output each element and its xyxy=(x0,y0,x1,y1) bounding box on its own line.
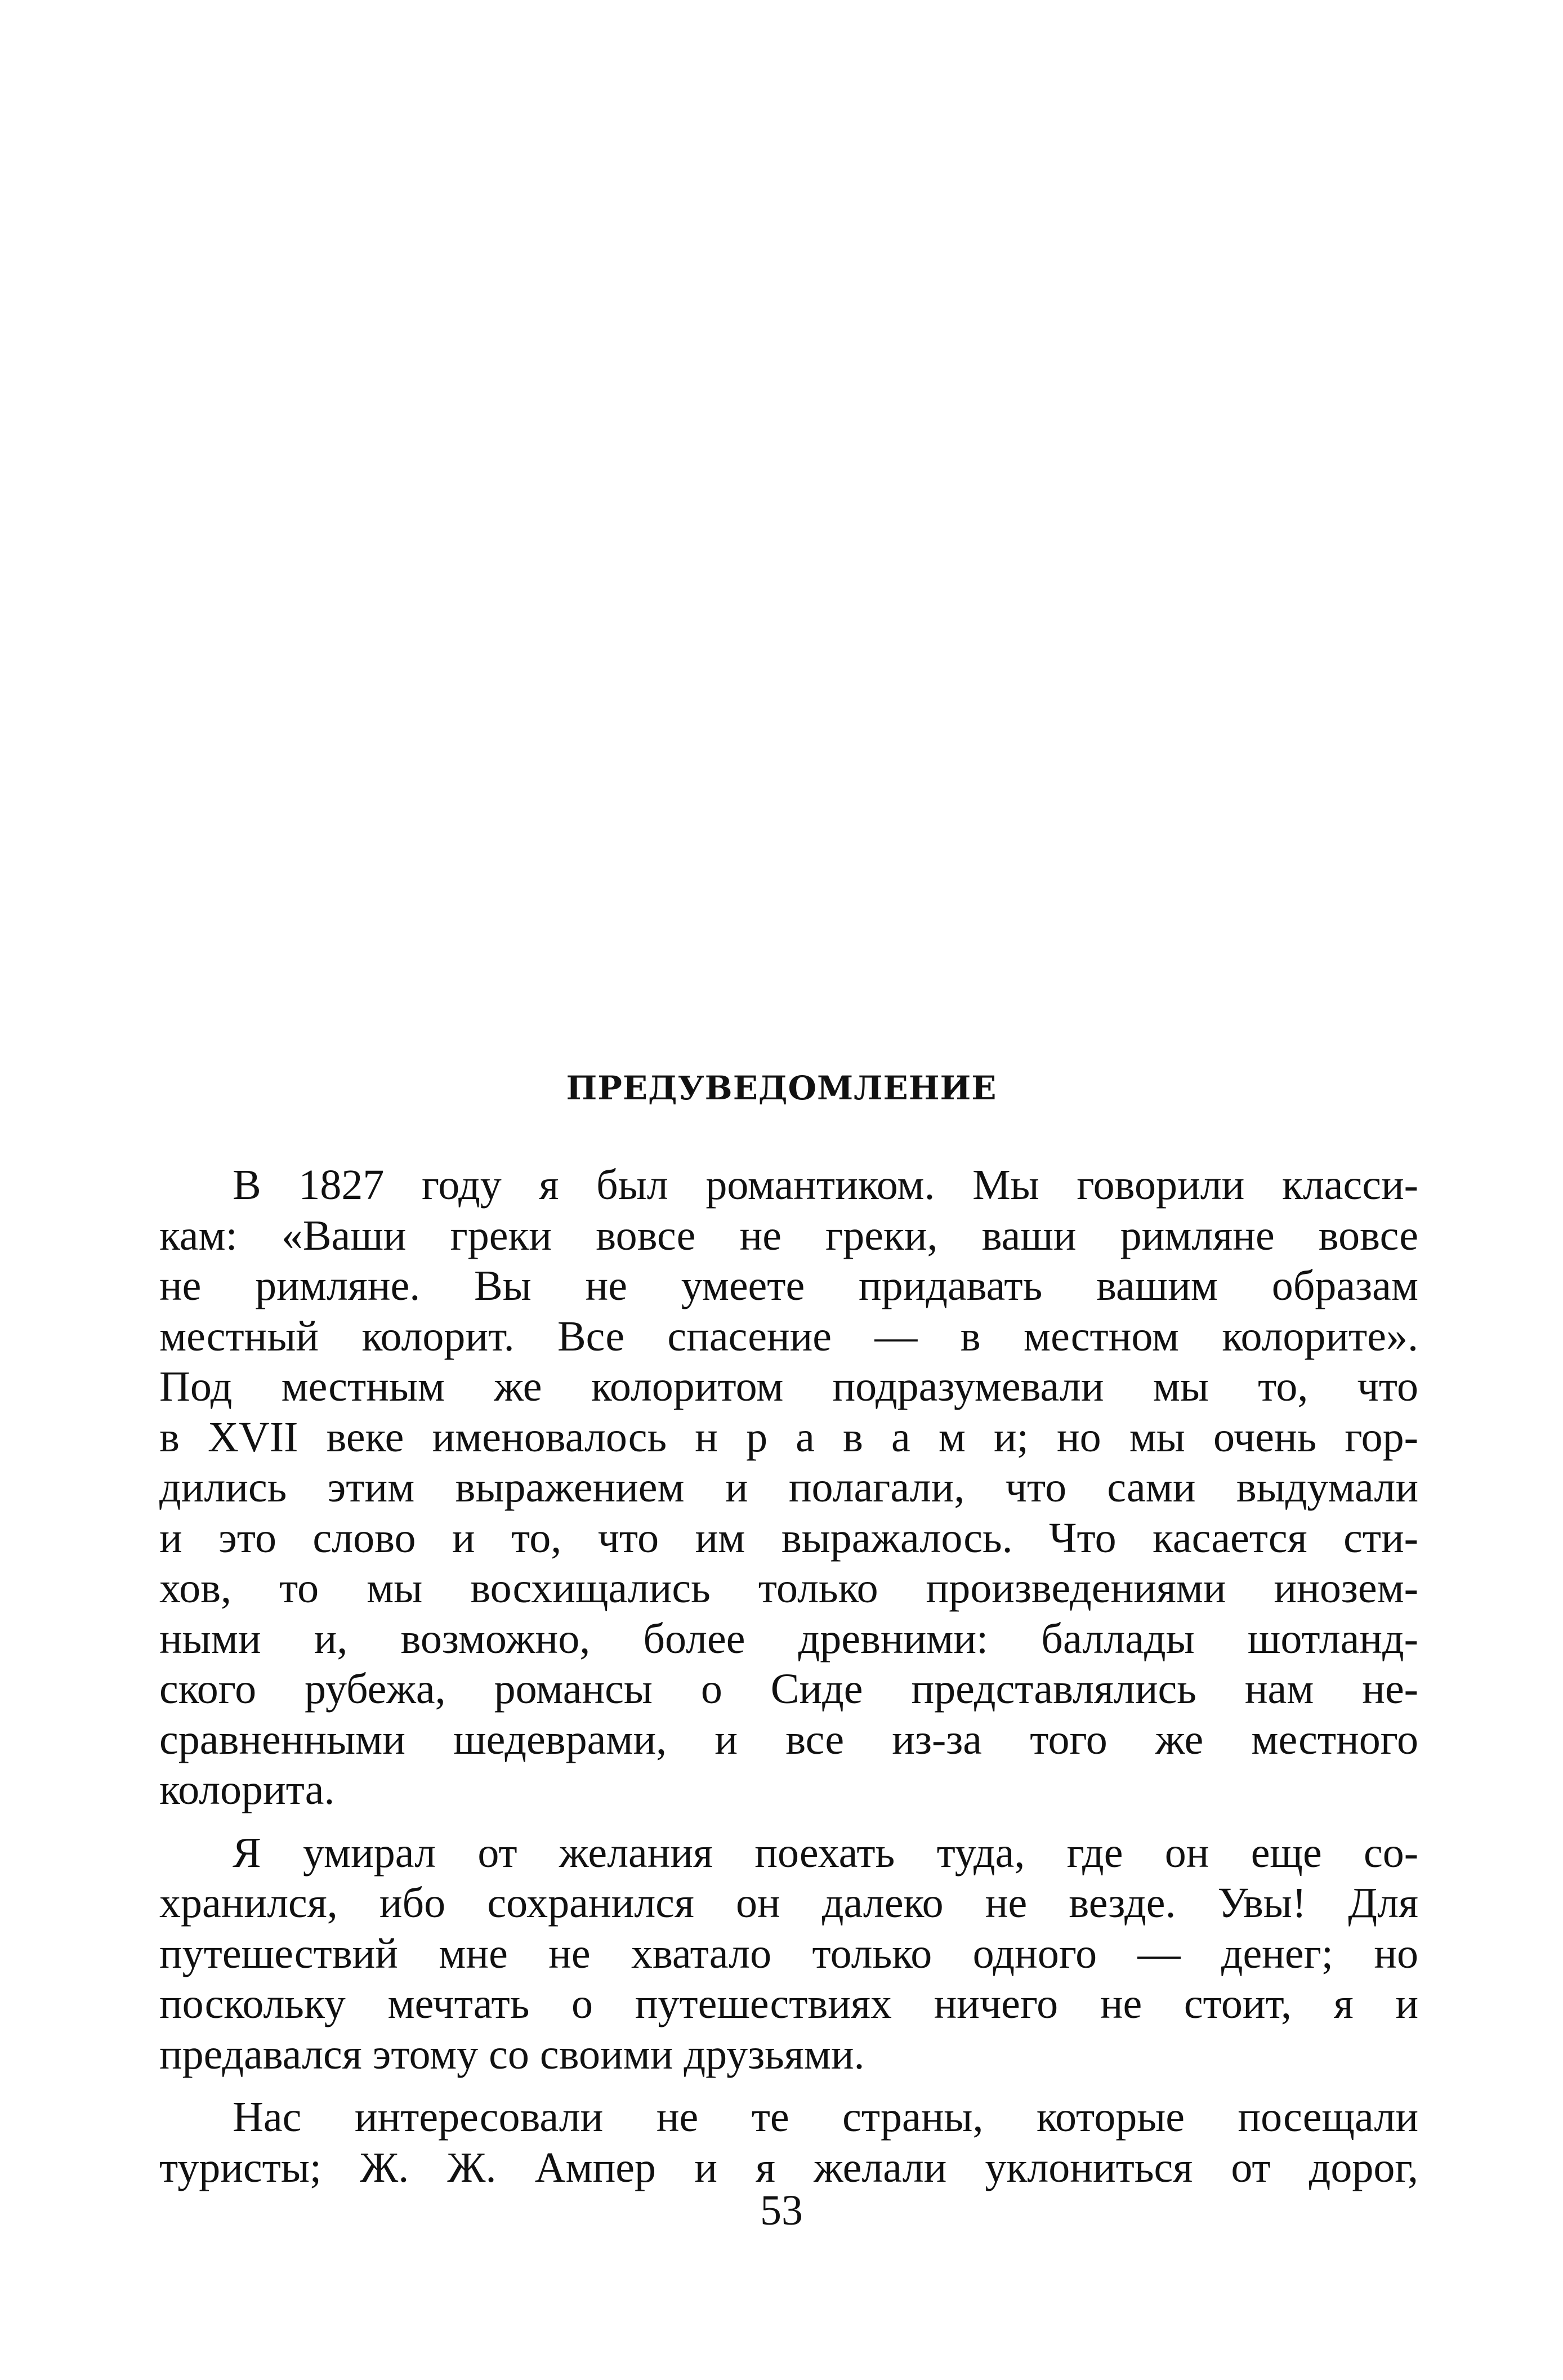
text-line: не римляне. Вы не умеете придавать вашим образам xyxy=(159,1262,1418,1309)
text-line: в XVII веке именовалось н р а в а м и; но мы очень гор- xyxy=(159,1413,1418,1461)
text-line: Нас интересовали не те страны, которые посещали xyxy=(233,2093,1418,2141)
chapter-heading: ПРЕДУВЕДОМЛЕНИЕ xyxy=(566,1069,997,1107)
text-line: хов, то мы восхищались только произведениями инозем- xyxy=(159,1565,1418,1612)
paragraph-3 xyxy=(159,2092,1418,2193)
body-text xyxy=(159,1160,1418,2193)
text-line: предавался этому со своими друзьями. xyxy=(159,2030,865,2078)
text-line: и это слово и то, что им выражалось. Что касается сти- xyxy=(159,1514,1418,1562)
text-line: туристы; Ж. Ж. Ампер и я желали уклониться от дорог, xyxy=(159,2143,1418,2191)
text-line: ными и, возможно, более древними: баллады шотланд- xyxy=(159,1615,1418,1663)
text-line: ского рубежа, романсы о Сиде представлялись нам не- xyxy=(159,1665,1418,1713)
text-line: Под местным же колоритом подразумевали мы то, что xyxy=(159,1363,1418,1410)
text-line: кам: «Ваши греки вовсе не греки, ваши римляне вовсе xyxy=(159,1211,1418,1259)
page-number: 53 xyxy=(760,2187,803,2234)
paragraph-1 xyxy=(159,1160,1418,1816)
text-line: дились этим выражением и полагали, что сами выдумали xyxy=(159,1464,1418,1511)
paragraph-2 xyxy=(159,1828,1418,2080)
text-line: сравненными шедеврами, и все из-за того же местного xyxy=(159,1715,1418,1763)
text-line: местный колорит. Все спасение — в местном колорите». xyxy=(159,1312,1418,1360)
text-line: колорита. xyxy=(159,1766,335,1813)
text-line: поскольку мечтать о путешествиях ничего не стоит, я и xyxy=(159,1980,1418,2027)
text-line: хранился, ибо сохранился он далеко не везде. Увы! Для xyxy=(159,1879,1418,1927)
text-line: Я умирал от желания поехать туда, где он еще со- xyxy=(233,1829,1418,1877)
text-line: В 1827 году я был романтиком. Мы говорили класси- xyxy=(233,1161,1418,1209)
text-line: путешествий мне не хватало только одного — денег; но xyxy=(159,1929,1418,1977)
